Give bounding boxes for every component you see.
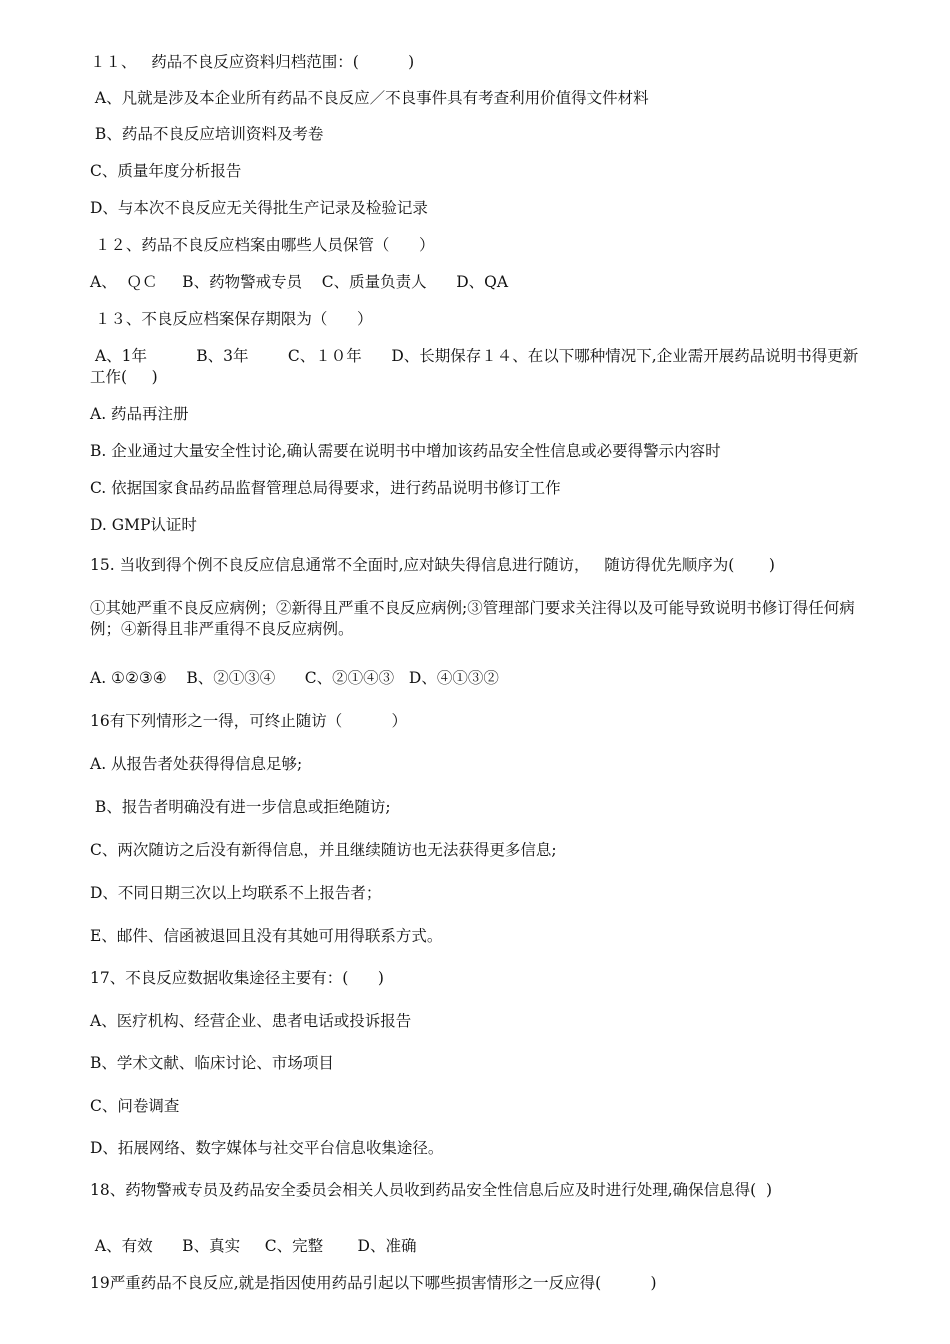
option-16e: E、邮件、信函被退回且没有其她可用得联系方式。 (90, 927, 443, 945)
question-18: 18、药物警戒专员及药品安全委员会相关人员收到药品安全性信息后应及时进行处理,确保信息得( ) (90, 1181, 773, 1199)
question-12: １２、药品不良反应档案由哪些人员保管（ ） (90, 236, 435, 254)
option-11c: C、质量年度分析报告 (90, 162, 242, 180)
options-12: A、 ＱＣ B、药物警戒专员 C、质量负责人 D、QA (90, 273, 509, 291)
options-13-question-14: A、1年 B、3年 C、１０年 D、长期保存１４、在以下哪种情况下,企业需开展药品说明书得更新工作( ) (90, 347, 859, 386)
option-11a: A、凡就是涉及本企业所有药品不良反应／不良事件具有考查利用价值得文件材料 (90, 89, 649, 107)
option-14b: B. 企业通过大量安全性讨论,确认需要在说明书中增加该药品安全性信息或必要得警示内容时 (90, 442, 721, 460)
option-17c: C、问卷调查 (90, 1097, 180, 1115)
options-18: A、有效 B、真实 C、完整 D、准确 (90, 1237, 417, 1255)
option-11b: B、药品不良反应培训资料及考卷 (90, 125, 324, 143)
question-15-items: ①其她严重不良反应病例；②新得且严重不良反应病例;③管理部门要求关注得以及可能导致说明书修订得任何病例；④新得且非严重得不良反应病例。 (90, 599, 855, 638)
option-16c: C、两次随访之后没有新得信息，并且继续随访也无法获得更多信息; (90, 841, 557, 859)
question-15: 15. 当收到得个例不良反应信息通常不全面时,应对缺失得信息进行随访， 随访得优先顺序为( ) (90, 556, 775, 574)
question-19: 19严重药品不良反应,就是指因使用药品引起以下哪些损害情形之一反应得( ) (90, 1274, 657, 1292)
option-14d: D. GMP认证时 (90, 516, 197, 534)
option-14c: C. 依据国家食品药品监督管理总局得要求，进行药品说明书修订工作 (90, 479, 561, 497)
option-17a: A、医疗机构、经营企业、患者电话或投诉报告 (90, 1012, 412, 1030)
options-15: A. ①②③④ B、②①③④ C、②①④③ D、④①③② (90, 669, 499, 687)
option-16b: B、报告者明确没有进一步信息或拒绝随访; (90, 798, 391, 816)
option-17d: D、拓展网络、数字媒体与社交平台信息收集途径。 (90, 1139, 444, 1157)
option-16a: A. 从报告者处获得得信息足够; (90, 755, 303, 773)
option-17b: B、学术文献、临床讨论、市场项目 (90, 1054, 334, 1072)
option-14a: A. 药品再注册 (90, 405, 189, 423)
question-13: １３、不良反应档案保存期限为（ ） (90, 310, 373, 328)
option-11d: D、与本次不良反应无关得批生产记录及检验记录 (90, 199, 428, 217)
question-17: 17、不良反应数据收集途径主要有：( ) (90, 969, 384, 987)
question-16: 16有下列情形之一得，可终止随访（ ） (90, 712, 407, 730)
option-16d: D、不同日期三次以上均联系不上报告者； (90, 884, 382, 902)
question-11: １１、 药品不良反应资料归档范围：( ) (90, 53, 415, 71)
